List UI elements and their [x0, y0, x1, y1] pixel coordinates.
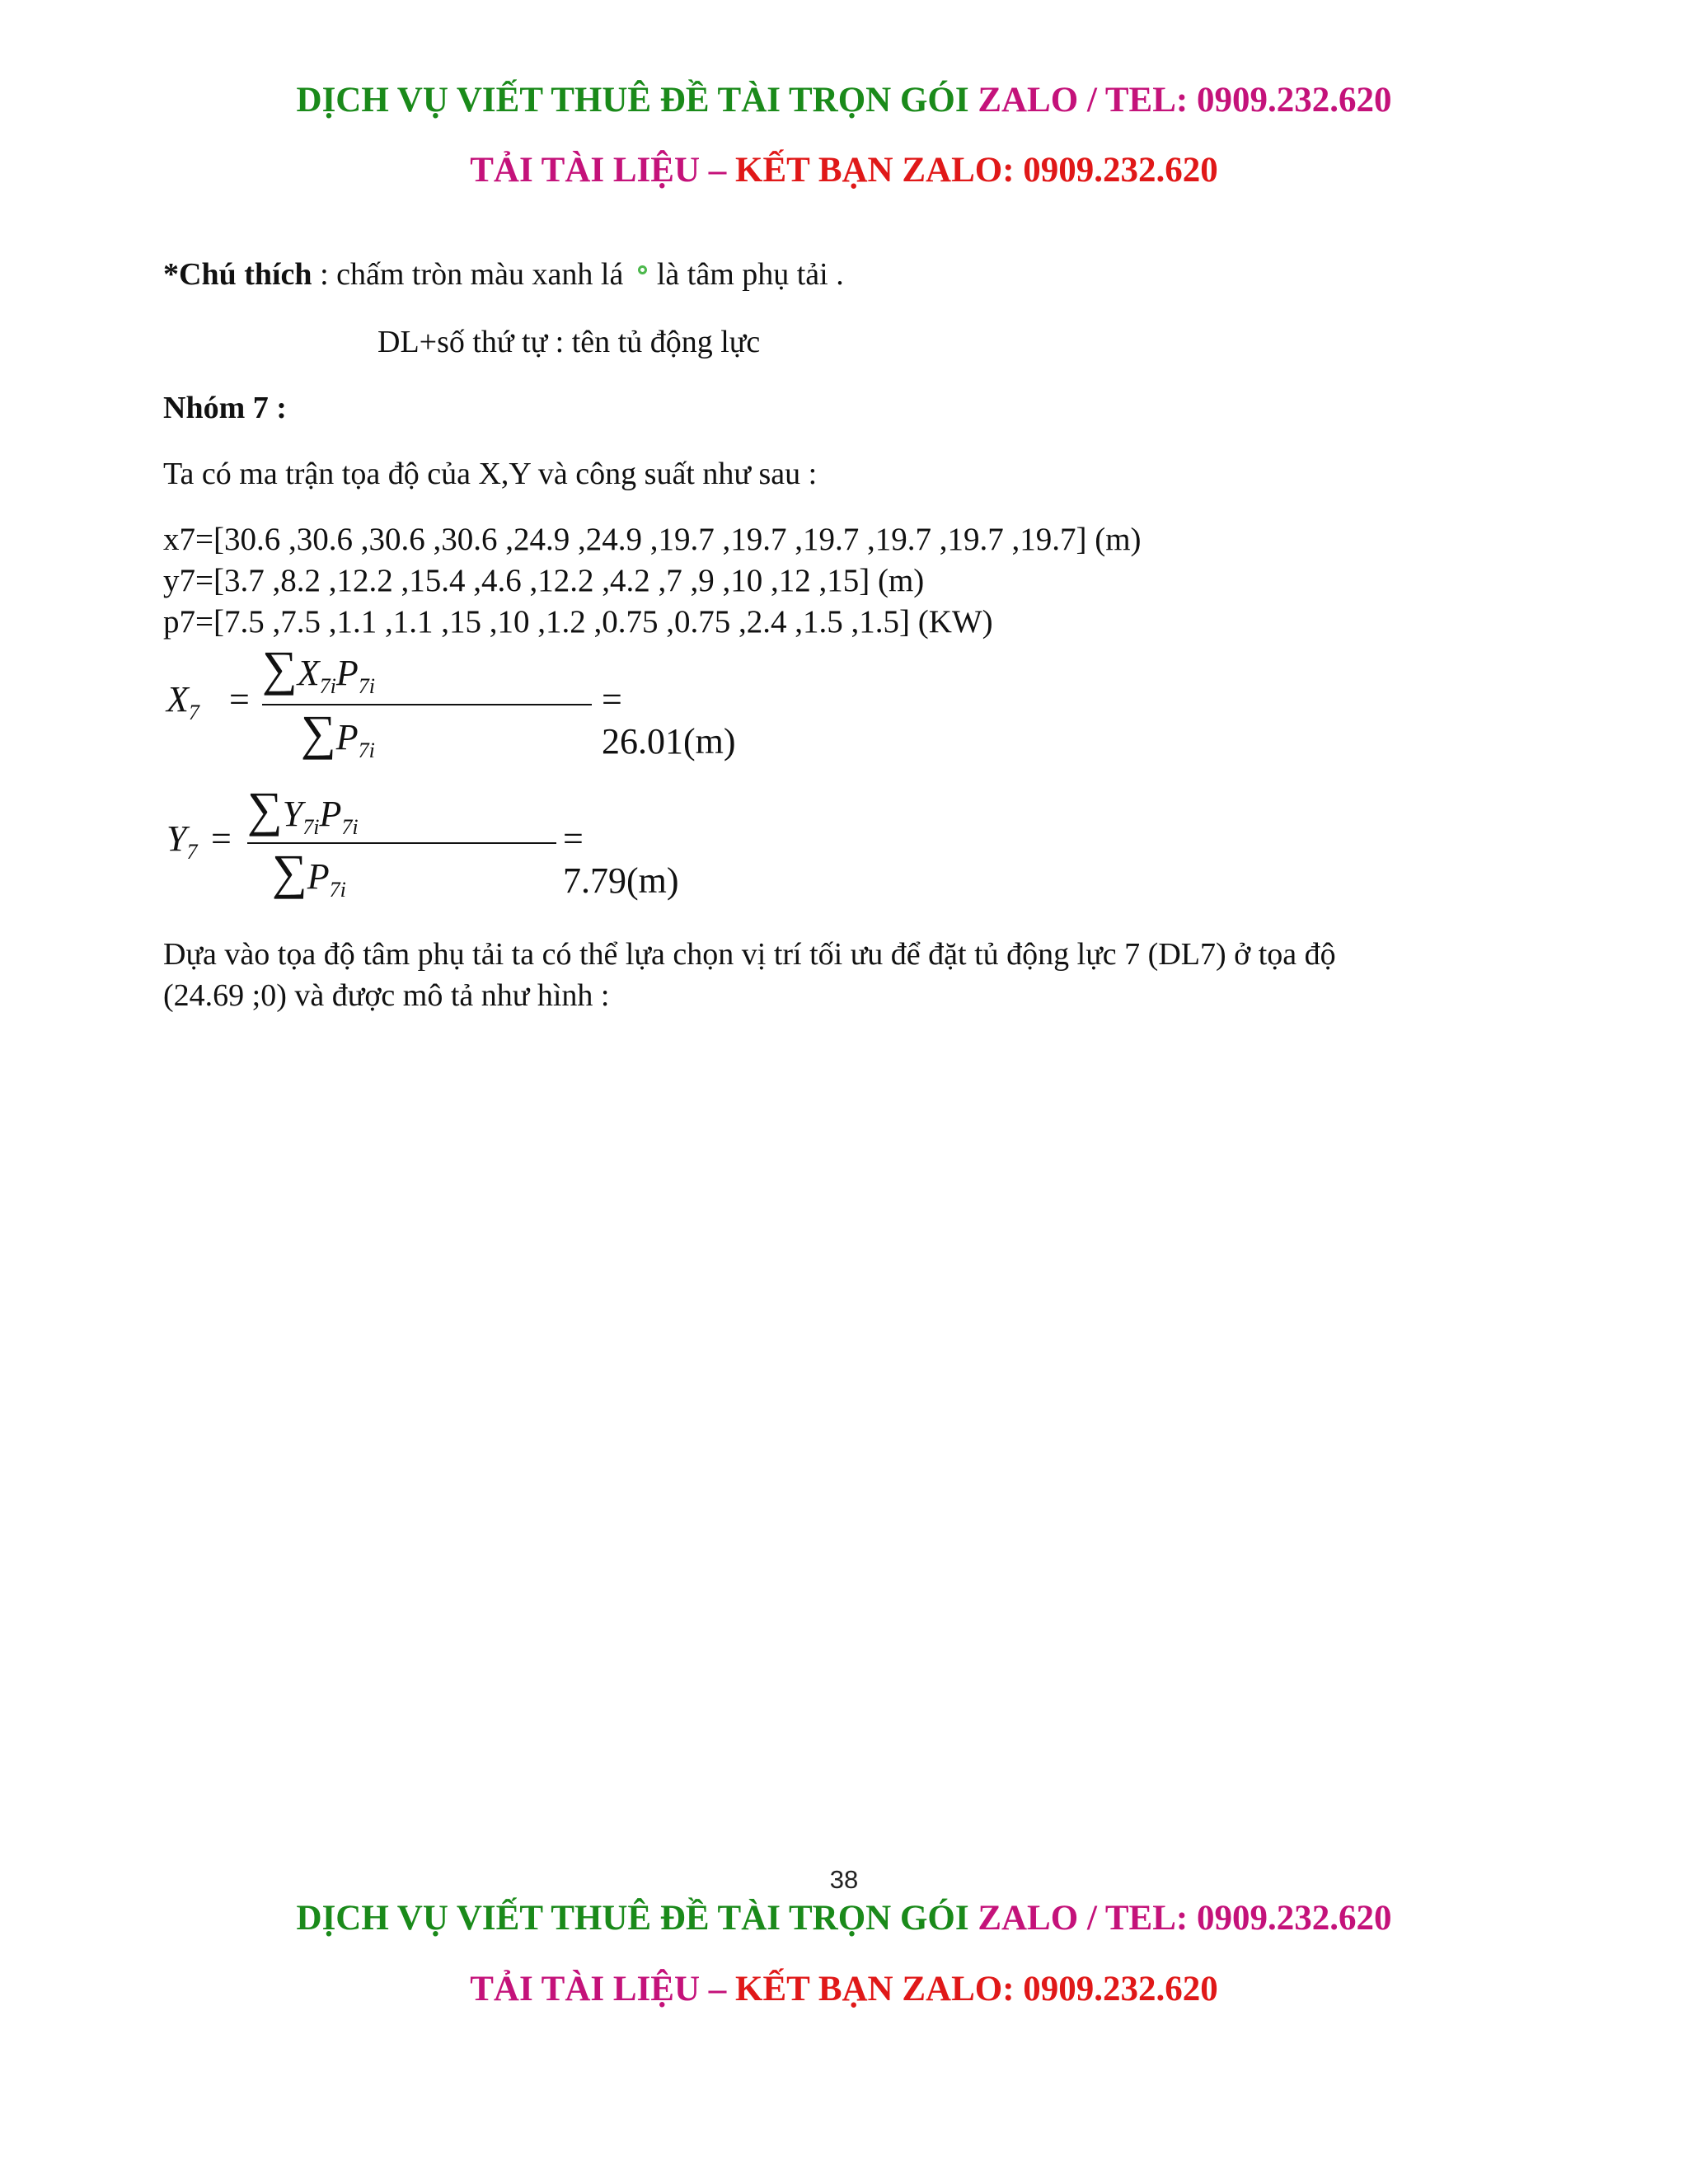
formula-x7-denominator: $\sum P_{7i}$	[301, 705, 375, 762]
footer-banner-line-2	[0, 1966, 1688, 2013]
legend-note	[163, 254, 844, 295]
formula-x7-lhs: $X_7$	[166, 679, 199, 724]
legend-note-label: *Chú thích	[163, 257, 312, 292]
header-banner-line-1	[0, 77, 1688, 124]
green-circle-icon	[638, 265, 647, 274]
conclusion-line-1: Dựa vào tọa độ tâm phụ tải ta có thể lựa chọn vị trí tối ưu để đặt tủ động lực 7 (DL7) ở tọa độ	[163, 937, 1336, 972]
group-heading: Nhóm 7 :	[163, 391, 287, 425]
formula-y7-numerator: $\sum Y_{7i}P_{7i}$	[247, 782, 359, 839]
formula-x7-numerator: $\sum X_{7i}P_{7i}$	[262, 641, 376, 698]
header-contact-text: ZALO / TEL: 0909.232.620	[978, 81, 1392, 120]
formula-x7-result: = 26.01(m)	[602, 679, 736, 762]
footer-zalo-text: KẾT BẠN ZALO: 0909.232.620	[735, 1970, 1218, 2008]
formula-y7-lhs: $Y_7$	[166, 818, 198, 864]
formula-x7-equals: =	[229, 679, 250, 719]
page-number: 38	[829, 1865, 859, 1894]
footer-contact-text: ZALO / TEL: 0909.232.620	[978, 1899, 1392, 1938]
header-banner-line-2	[0, 148, 1688, 194]
header-download-text: TẢI TÀI LIỆU –	[470, 151, 727, 190]
p7-array: p7=[7.5 ,7.5 ,1.1 ,1.1 ,15 ,10 ,1.2 ,0.75 ,0.75 ,2.4 ,1.5 ,1.5] (KW)	[163, 604, 993, 640]
footer-download-text: TẢI TÀI LIỆU –	[470, 1970, 727, 2008]
formula-y7	[165, 782, 679, 905]
legend-note-text: : chấm tròn màu xanh lá	[312, 257, 624, 292]
y7-array: y7=[3.7 ,8.2 ,12.2 ,15.4 ,4.6 ,12.2 ,4.2 ,7 ,9 ,10 ,12 ,15] (m)	[163, 563, 925, 598]
x7-array: x7=[30.6 ,30.6 ,30.6 ,30.6 ,24.9 ,24.9 ,19.7 ,19.7 ,19.7 ,19.7 ,19.7 ,19.7] (m)	[163, 522, 1142, 557]
formula-y7-equals: =	[211, 818, 232, 859]
legend-note-line-2: DL+số thứ tự : tên tủ động lực	[377, 325, 761, 359]
header-zalo-text: KẾT BẠN ZALO: 0909.232.620	[735, 151, 1218, 190]
formula-y7-denominator: $\sum P_{7i}$	[272, 845, 346, 902]
intro-text: Ta có ma trận tọa độ của X,Y và công suất như sau :	[163, 457, 818, 491]
legend-note-text-after: là tâm phụ tải .	[656, 257, 844, 292]
footer-banner-line-1	[0, 1896, 1688, 1942]
formula-x7	[165, 641, 736, 762]
footer-service-text: DỊCH VỤ VIẾT THUÊ ĐỀ TÀI TRỌN GÓI	[296, 1899, 969, 1938]
formula-y7-result: = 7.79(m)	[563, 818, 679, 901]
conclusion-line-2: (24.69 ;0) và được mô tả như hình :	[163, 978, 610, 1013]
header-service-text: DỊCH VỤ VIẾT THUÊ ĐỀ TÀI TRỌN GÓI	[296, 81, 969, 120]
